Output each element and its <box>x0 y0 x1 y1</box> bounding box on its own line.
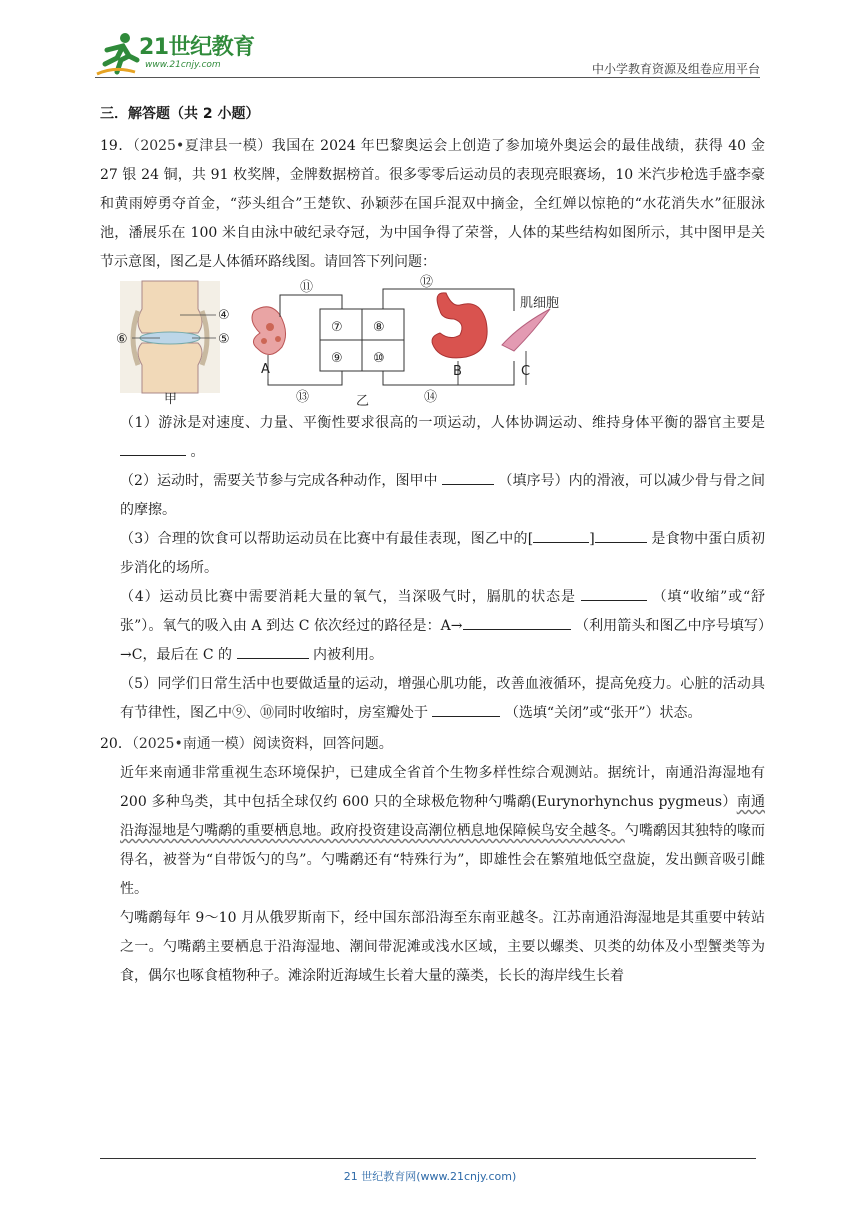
label-7: ⑦ <box>331 320 343 335</box>
question-19-stem <box>100 132 765 277</box>
part-5-text: （5）同学们日常生活中也要做适量的运动，增强心肌功能，改善血液循环，提高免疫力。心脏的活动具有节律性，图乙中⑨、⑩同时收缩时，房室瓣处于 <box>120 676 765 721</box>
label-jia: 甲 <box>164 392 178 407</box>
part-3-end: 是食物中蛋白质初步消化的场所。 <box>120 531 766 576</box>
reading-text-1c: 勺嘴鹬因其独特的喙而得名，被誉为“自带饭勺的鸟”。勺嘴鹬还有“特殊行为”，即雄性会在繁殖地低空盘旋，发出颤音吸引雌性。 <box>120 823 766 897</box>
answer-blank-3b[interactable] <box>595 528 647 543</box>
question-source: （2025•南通一模） <box>131 736 253 752</box>
part-2-text: （2）运动时，需要关节参与完成各种动作，图甲中 <box>120 473 438 489</box>
joint-diagram <box>116 281 230 407</box>
label-11: ⑪ <box>300 280 314 295</box>
part-1-end: 。 <box>190 444 205 460</box>
answer-blank-4b[interactable] <box>463 615 571 630</box>
label-12: ⑫ <box>420 275 434 290</box>
label-C: C <box>521 364 531 379</box>
header-divider <box>95 77 760 78</box>
platform-name: 中小学教育资源及组卷应用平台 <box>591 62 760 76</box>
part-3-bracket: ] <box>589 531 595 547</box>
answer-blank-2[interactable] <box>442 470 494 485</box>
part-4-end: 内被利用。 <box>312 647 383 663</box>
question-19-figure <box>116 275 765 409</box>
label-A: A <box>261 362 270 377</box>
answer-blank-1[interactable] <box>120 441 186 456</box>
label-yi: 乙 <box>356 394 370 409</box>
label-6: ⑥ <box>116 332 128 347</box>
logo-url: www.21cnjy.com <box>145 60 221 70</box>
answer-blank-4a[interactable] <box>581 586 647 601</box>
question-source: （2025•夏津县一模） <box>132 138 272 154</box>
body-structure-diagram <box>116 275 570 409</box>
reading-paragraph-1 <box>100 759 765 904</box>
part-5-end: （选填“关闭”或“张开”）状态。 <box>504 705 702 721</box>
part-4-path: （填“收缩”或“舒张”）。氧气的吸入由 A 到达 C 依次经过的路径是：A→ <box>120 589 766 634</box>
circulation-diagram <box>252 275 559 409</box>
reading-paragraph-2 <box>100 904 765 991</box>
section-title: 三．解答题（共 2 小题） <box>100 106 260 122</box>
reading-text-2: 勺嘴鹬每年 9～10 月从俄罗斯南下，经中国东部沿海至东南亚越冬。江苏南通沿海湿地是其重要中转站之一。勺嘴鹬主要栖息于沿海湿地、潮间带泥滩或浅水区域，主要以螺类、贝类的幼体及小型蟹类等为食，偶尔也啄食植物种子。滩涂附近海域生长着大量的藻类，长长的海岸线生长着 <box>120 910 765 984</box>
label-muscle-cell: 肌细胞 <box>520 296 560 311</box>
question-19-part-2 <box>100 467 765 525</box>
page-header <box>95 30 760 78</box>
part-4-text: （4）运动员比赛中需要消耗大量的氧气，当深吸气时，膈肌的状态是 <box>120 589 576 605</box>
question-intro: 阅读资料，回答问题。 <box>252 736 393 752</box>
label-10: ⑩ <box>373 351 385 366</box>
question-20-stem <box>100 730 765 759</box>
label-5: ⑤ <box>218 332 230 347</box>
label-9: ⑨ <box>331 351 343 366</box>
question-19-part-3 <box>100 525 765 583</box>
question-intro: 我国在 2024 年巴黎奥运会上创造了参加境外奥运会的最佳战绩，获得 40 金 27 银 24 铜，共 91 枚奖牌，金牌数据榜首。很多零零后运动员的表现亮眼赛场，10 米汽步枪选手盛李豪和黄雨婷勇夺首金，“莎头组合”王楚钦、孙颖莎在国乒混双中摘金，全红婵以惊艳的“水花消失水”征服泳池，潘展乐在 100 米自由泳中破纪录夺冠，为中国争得了荣誉，人体的某些结构如图所示，其中图甲是关节示意图，图乙是人体循环路线图。请回答下列问题： <box>100 138 766 270</box>
question-19-part-4 <box>100 583 765 670</box>
part-4-cont: （利用箭头和图乙中序号填写）→C，最后在 C 的 <box>120 618 766 663</box>
question-19-part-1 <box>100 409 765 467</box>
label-13: ⑬ <box>296 390 310 405</box>
part-3-text: （3）合理的饮食可以帮助运动员在比赛中有最佳表现，图乙中的[ <box>120 531 534 547</box>
label-B: B <box>453 364 462 379</box>
reading-text-1a: 近年来南通非常重视生态环境保护，已建成全省首个生物多样性综合观测站。据统计，南通沿海湿地有 200 多种鸟类，其中包括全球仅约 600 只的全球极危物种勺嘴鹬(Eurynorhynchus pygmeus） <box>120 765 765 810</box>
label-4: ④ <box>218 308 230 323</box>
question-number: 19． <box>100 138 133 154</box>
page-content <box>100 103 765 991</box>
question-19-part-5 <box>100 670 765 728</box>
page-footer[interactable]: 21 世纪教育网(www.21cnjy.com) <box>343 1170 517 1183</box>
question-number: 20． <box>100 736 132 752</box>
label-8: ⑧ <box>373 320 385 335</box>
label-14: ⑭ <box>424 390 438 405</box>
answer-blank-3a[interactable] <box>533 528 589 543</box>
part-1-text: （1）游泳是对速度、力量、平衡性要求很高的一项运动，人体协调运动、维持身体平衡的器官主要是 <box>120 415 765 431</box>
answer-blank-4c[interactable] <box>237 644 309 659</box>
logo <box>95 30 265 78</box>
logo-text: 21世纪教育 <box>139 35 255 60</box>
reading-text-1b: 南通沿海湿地是勺嘴鹬的重要栖息地。政府投资建设高潮位栖息地保障候鸟安全越冬。 <box>120 794 766 839</box>
answer-blank-5[interactable] <box>432 702 500 717</box>
runner-logo-icon <box>95 30 139 76</box>
footer-divider <box>100 1158 756 1159</box>
part-2-end: （填序号）内的滑液，可以减少骨与骨之间的摩擦。 <box>120 473 766 518</box>
